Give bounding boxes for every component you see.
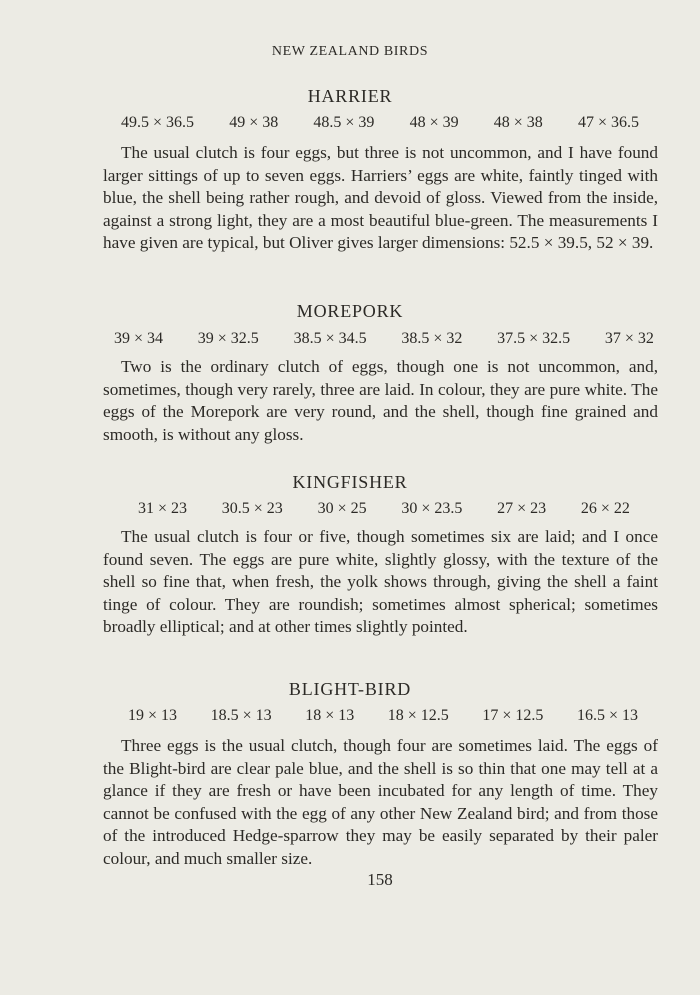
measurement: 37 × 32 [604, 330, 654, 347]
measurement: 38.5 × 34.5 [293, 330, 367, 347]
measurement: 37.5 × 32.5 [497, 330, 571, 347]
measurement: 49.5 × 36.5 [121, 114, 195, 131]
measurement: 17 × 12.5 [482, 707, 544, 724]
measurement: 39 × 32.5 [197, 330, 259, 347]
measurement: 47 × 36.5 [577, 114, 639, 131]
paragraph-kingfisher: The usual clutch is four or five, though sometimes six are laid; and I once found seven. The eggs are pure white, slightly glossy, with the texture of the shell so fine that, when fresh, the yolk shows through, giving the shell a faint tinge of colour. They are roundish; sometimes almost spherical; sometimes broadly elliptical; and at other times slightly pointed. [103, 527, 658, 637]
measurement: 30 × 23.5 [401, 500, 463, 517]
measurement: 27 × 23 [497, 500, 547, 517]
measurement: 30.5 × 23 [221, 500, 283, 517]
egg-measurements-morepork [114, 330, 654, 348]
egg-measurements-harrier [121, 114, 639, 132]
measurement: 26 × 22 [580, 500, 630, 517]
page-number: 158 [367, 870, 393, 889]
measurement: 48 × 39 [409, 114, 459, 131]
measurement: 31 × 23 [138, 500, 188, 517]
paragraph-harrier: The usual clutch is four eggs, but three is not uncommon, and I have found larger sittings of up to seven eggs. Harriers’ eggs are white, faintly tinged with blue, the shell being rather rough, and devoid of gloss. Viewed from the inside, against a strong light, they are a most beautiful blue-green. The measurements I have given are typical, but Oliver gives larger dimensions: 52.5 × 39.5, 52 × 39. [103, 143, 658, 253]
measurement: 30 × 25 [317, 500, 367, 517]
running-head: NEW ZEALAND BIRDS [271, 44, 429, 59]
section-title-harrier: HARRIER [307, 86, 393, 106]
section-title-kingfisher: KINGFISHER [292, 472, 408, 492]
measurement: 19 × 13 [128, 707, 178, 724]
paragraph-morepork: Two is the ordinary clutch of eggs, though one is not uncommon, and, sometimes, though very rarely, three are laid. In colour, they are pure white. The eggs of the Morepork are very round, and the shell, though fine grained and smooth, is without any gloss. [103, 357, 658, 444]
measurement: 48.5 × 39 [313, 114, 375, 131]
paragraph-blight-bird: Three eggs is the usual clutch, though four are sometimes laid. The eggs of the Blight-bird are clear pale blue, and the shell is so thin that one may tell at a glance if they are fresh or have been incubated for any length of time. They cannot be confused with the egg of any other New Zealand bird; and from those of the introduced Hedge-sparrow they may be easily separated by their paler colour, and much smaller size. [103, 736, 658, 868]
egg-measurements-kingfisher [138, 500, 630, 518]
egg-measurements-blight-bird [128, 707, 638, 725]
section-title-morepork: MOREPORK [296, 301, 404, 321]
measurement: 48 × 38 [493, 114, 543, 131]
measurement: 38.5 × 32 [401, 330, 463, 347]
measurement: 18 × 12.5 [387, 707, 449, 724]
measurement: 18 × 13 [305, 707, 355, 724]
measurement: 16.5 × 13 [576, 707, 638, 724]
measurement: 49 × 38 [229, 114, 279, 131]
section-title-blight-bird: BLIGHT-BIRD [288, 679, 412, 699]
measurement: 39 × 34 [114, 330, 164, 347]
measurement: 18.5 × 13 [210, 707, 272, 724]
